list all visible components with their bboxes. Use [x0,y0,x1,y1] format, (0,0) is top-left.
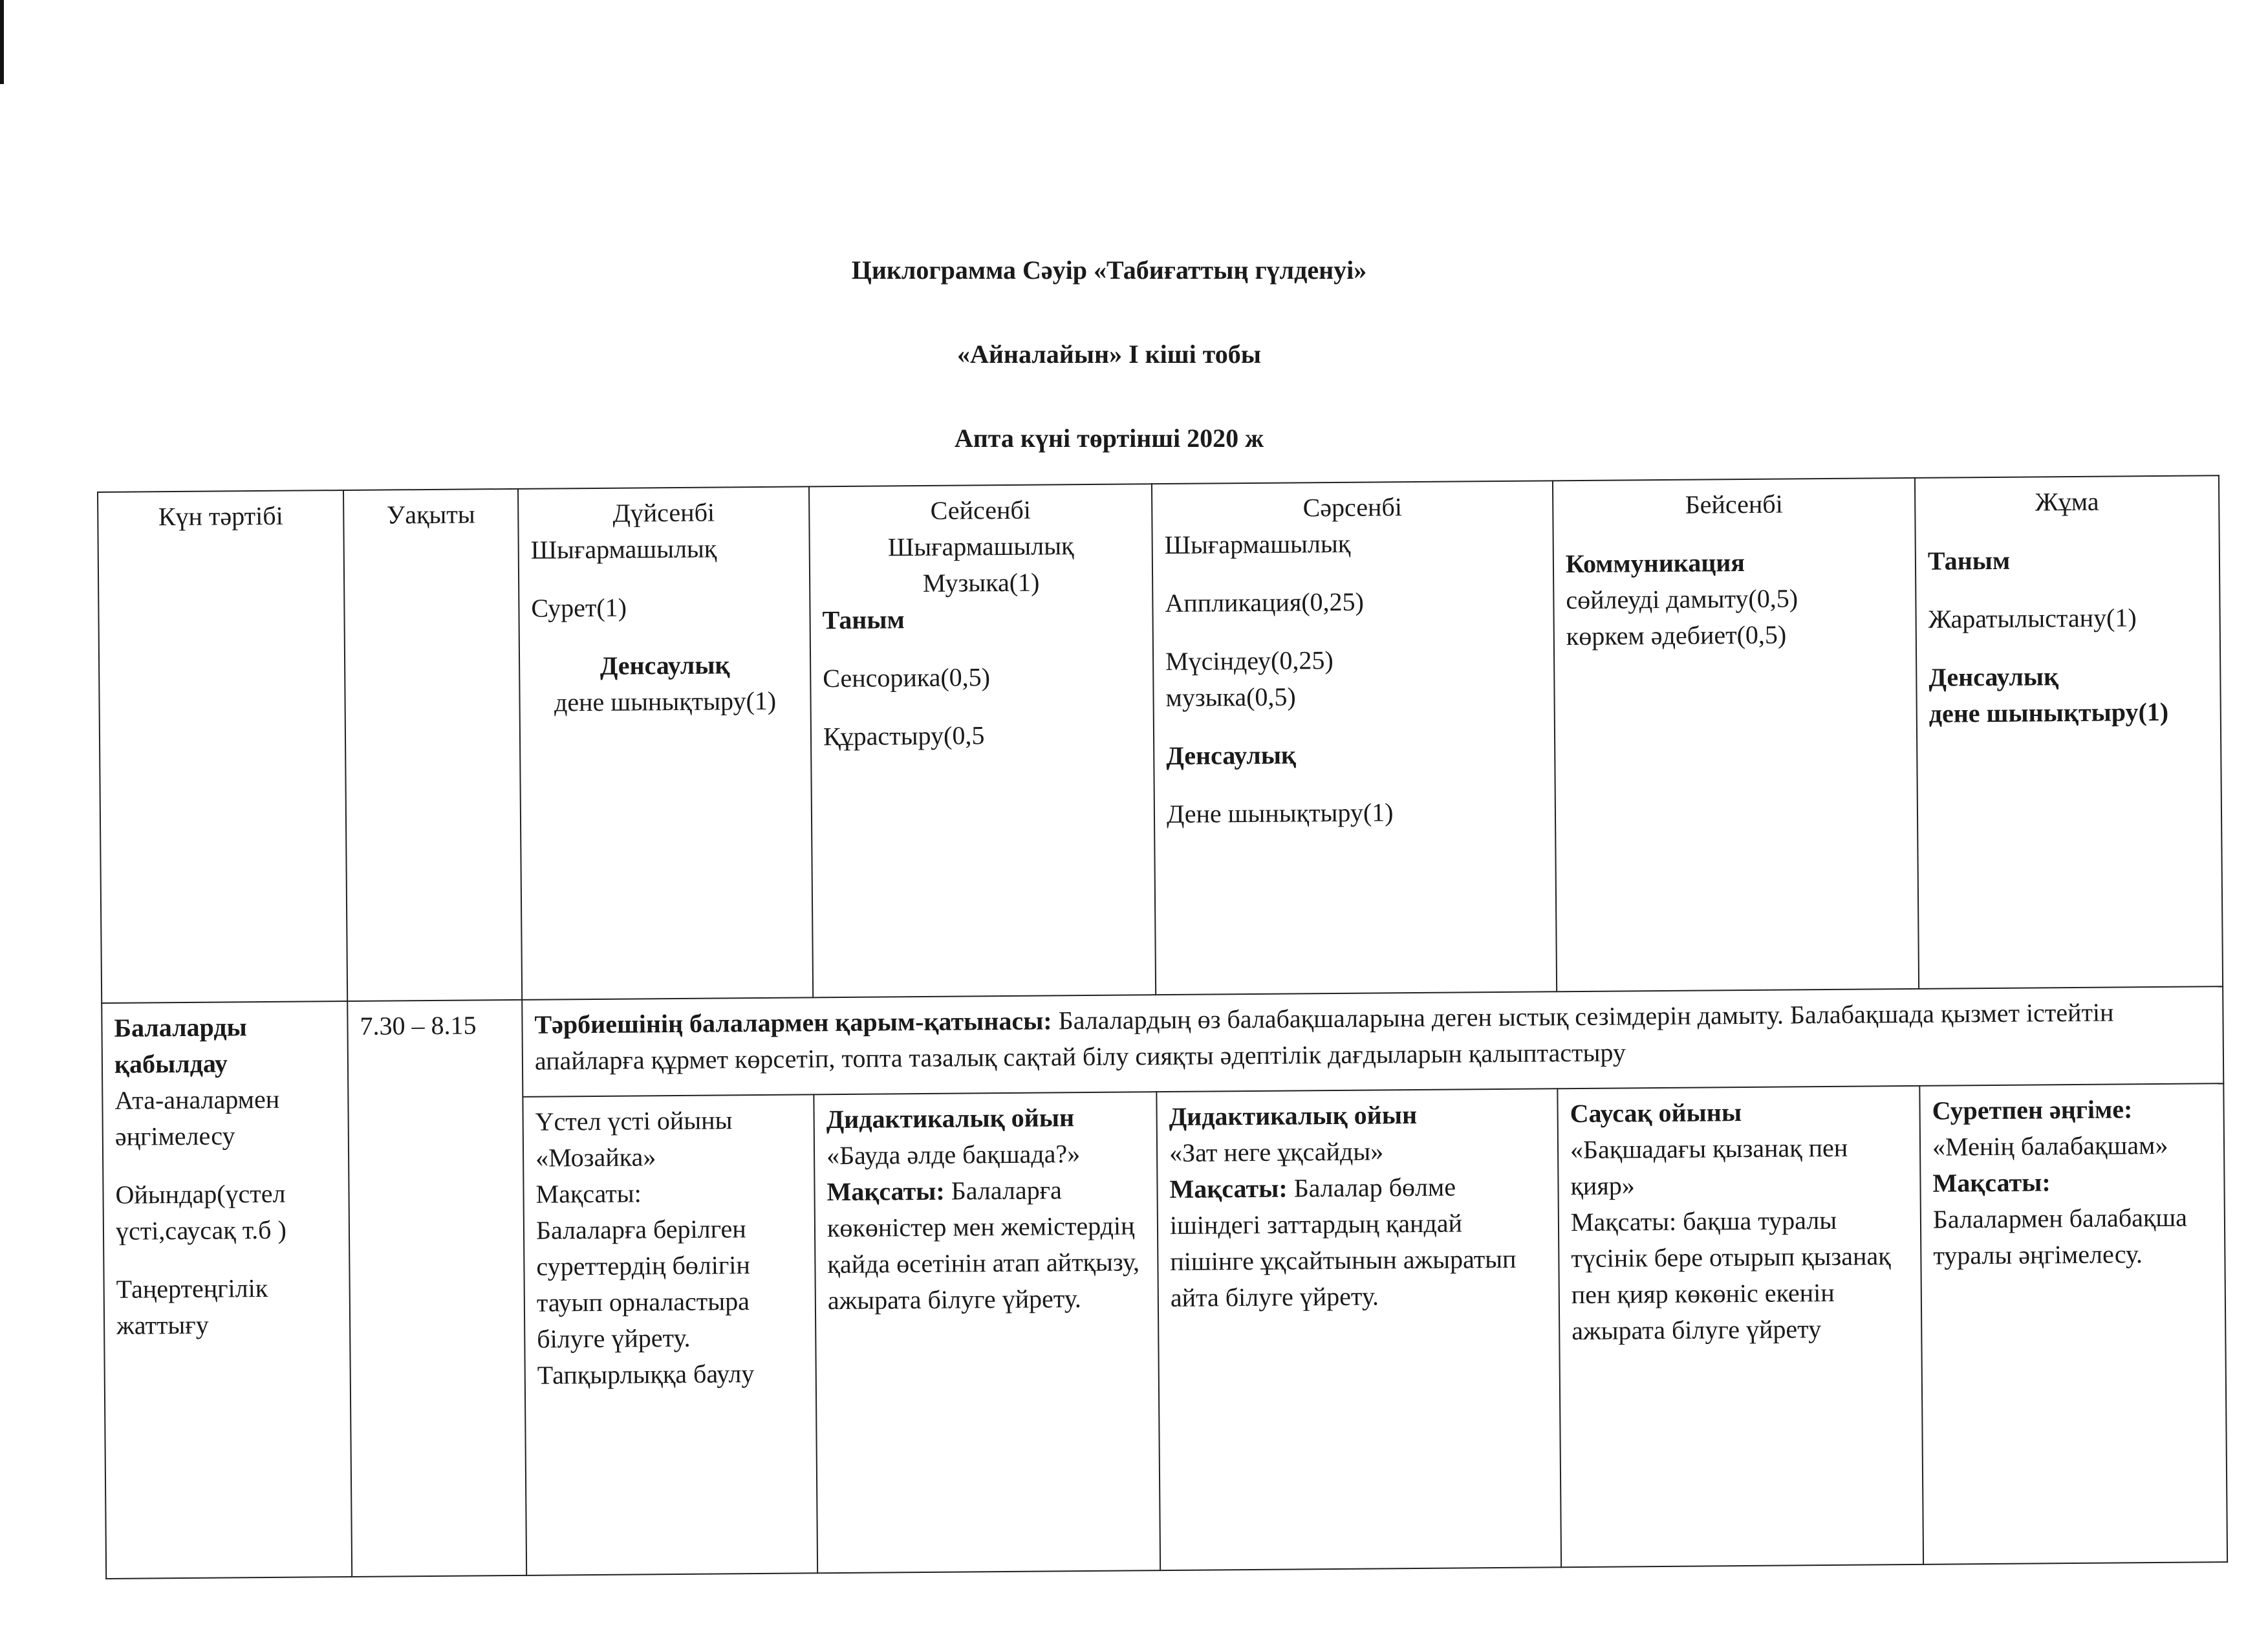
header-time [343,489,522,1001]
activity-thursday [1557,1086,1923,1567]
regime-reception-title: Балаларды қабылдау [114,1012,247,1079]
monday-subject-pe: дене шынықтыру(1) [554,686,777,717]
friday-subject-pe: дене шынықтыру(1) [1928,697,2169,728]
monday-area-health: Денсаулық [599,650,730,680]
tuesday-subject-music: Музыка(1) [922,567,1040,598]
friday-subject-nature: Жаратылыстану(1) [1928,603,2137,634]
activity-friday-goal-label: Мақсаты: [1932,1167,2051,1198]
thursday-subject-literature: көркем әдебиет(0,5) [1566,620,1787,651]
activity-monday-title: Үстел үсті ойыны «Мозайка» [535,1105,733,1173]
wednesday-day: Сәрсенбі [1302,492,1403,523]
activity-friday-name: «Менің балабақшам» [1932,1130,2168,1162]
activity-friday-goal: Балалармен балабақша туралы әңгімелесу. [1932,1202,2188,1270]
teacher-communication-label: Тәрбиешінің балалармен қарым-қатынасы: [534,1006,1052,1039]
activity-thursday-name: «Бақшадағы қызанақ пен қияр» [1570,1132,1848,1201]
activity-tuesday-name: «Бауда әлде бақшада?» [826,1139,1081,1171]
regime-games: Ойындар(үстел үсті,саусақ т.б ) [115,1178,287,1246]
activity-friday-title: Суретпен әңгіме: [1932,1094,2133,1125]
activity-tuesday-title: Дидактикалық ойын [826,1103,1075,1134]
monday-area-creativity: Шығармашылық [530,534,717,565]
header-row [98,475,2223,1003]
regime-reception [102,1001,352,1579]
header-thursday [1553,478,1919,991]
header-wednesday [1152,481,1557,995]
activity-monday [523,1094,817,1575]
wednesday-subject-music: музыка(0,5) [1165,682,1296,713]
monday-day: Дүйсенбі [612,497,715,528]
activity-monday-goal: Балаларға берілген суреттердің бөлігін тауып орналастыра білуге үйрету. Тапқырлыққа баулу [535,1214,755,1390]
tuesday-day: Сейсенбі [930,495,1031,525]
friday-day: Жұма [2035,486,2099,517]
header-monday [518,486,813,1000]
communication-row [102,986,2223,1100]
activity-wednesday-goal-label: Мақсаты: [1169,1173,1288,1204]
header-regime-label: Күн тәртібі [158,501,283,532]
teacher-communication-text: Балалардың өз балабақшаларына деген ыстық сезімдерін дамыту. Балабақшада қызмет істейтін апайларға құрмет көрсетіп, топта тазалық сақтай білу сияқты әдептілік дағдыларын қалыптастыру [534,997,2114,1076]
scan-edge-mark [0,0,4,84]
schedule-table [97,475,2228,1579]
activity-wednesday [1156,1088,1561,1570]
tuesday-subject-sensory: Сенсорика(0,5) [823,662,991,693]
wednesday-subject-applique: Аппликация(0,25) [1165,587,1365,618]
friday-area-health: Денсаулық [1928,662,2059,692]
time-value: 7.30 – 8.15 [360,1010,477,1041]
wednesday-area-creativity: Шығармашылық [1164,528,1351,560]
thursday-subject-speech: сөйлеуді дамыту(0,5) [1566,583,1798,615]
thursday-day: Бейсенбі [1685,489,1783,519]
wednesday-subject-pe: Дене шынықтыру(1) [1166,797,1394,829]
title-cyclogram: Циклограмма Сәуір «Табиғаттың гүлденуі» [851,255,1367,285]
title-week: Апта күні төртінші 2020 ж [954,424,1264,453]
thursday-area-communication: Коммуникация [1565,547,1745,579]
regime-parents-talk: Ата-аналармен әңгімелесу [114,1084,280,1151]
regime-morning-exercise: Таңертеңгілік жаттығу [116,1273,268,1340]
header-regime [98,490,347,1003]
monday-subject-drawing: Сурет(1) [531,592,627,623]
friday-area-cognition: Таным [1927,545,2011,576]
activity-thursday-goal: Мақсаты: бақша туралы түсінік бере отырып қызанақ пен қияр көкөніс екенін ажырата білуге үйрету [1570,1205,1891,1346]
header-tuesday [809,484,1156,997]
header-friday [1915,475,2223,989]
header-time-label: Уақыты [386,499,475,530]
activity-tuesday-goal-label: Мақсаты: [826,1176,945,1207]
activity-monday-goal-label: Мақсаты: [535,1178,642,1209]
teacher-communication [522,986,2223,1097]
activity-wednesday-name: «Зат неге ұқсайды» [1169,1136,1384,1168]
document-titles [0,255,2218,508]
title-group: «Айналайын» І кіші тобы [956,340,1262,369]
activity-tuesday-goal: Балаларға көкөністер мен жемістердің қайда өсетінін атап айтқызу, ажырата білуге үйрету. [826,1175,1140,1316]
time-cell [347,1000,526,1577]
tuesday-subject-construct: Құрастыру(0,5 [823,720,985,752]
activity-wednesday-title: Дидактикалық ойын [1169,1100,1418,1132]
tuesday-area-cognition: Таным [822,605,905,635]
activity-wednesday-goal: Балалар бөлме ішіндегі заттардың қандай пішінге ұқсайтынын ажыратып айта білуге үйрету. [1169,1172,1517,1313]
activity-friday [1919,1083,2227,1565]
wednesday-area-health: Денсаулық [1166,740,1297,771]
activity-tuesday [814,1092,1160,1573]
tuesday-area-creativity: Шығармашылық [887,531,1074,562]
activity-thursday-title: Саусақ ойыны [1570,1098,1742,1129]
wednesday-subject-modeling: Мүсіндеу(0,25) [1165,645,1334,677]
